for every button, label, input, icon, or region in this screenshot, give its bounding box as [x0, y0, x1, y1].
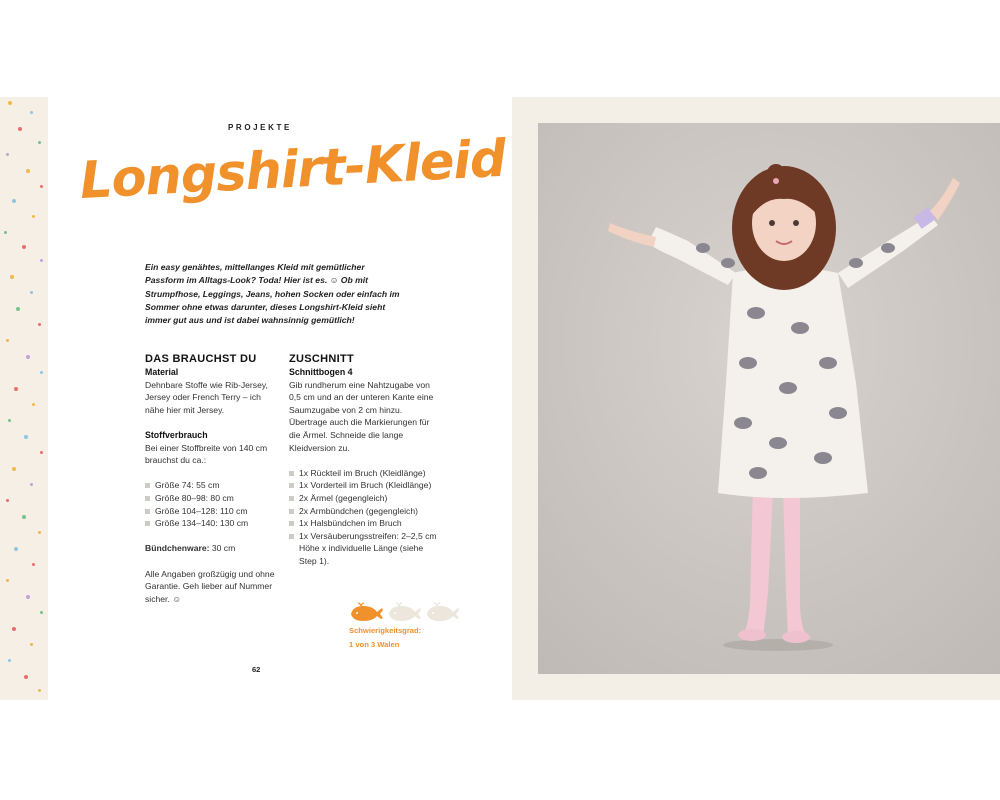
- difficulty-label: Schwierigkeitsgrad:: [349, 626, 422, 635]
- whale-icon: [387, 602, 423, 622]
- materials-heading: DAS BRAUCHST DU: [145, 353, 257, 365]
- cutting-text: Gib rundherum eine Nahtzugabe von 0,5 cm und an der unteren Kante eine Saumzugabe von 2 cm hinzu. Übertrage auch die Markierungen für die Ärmel. Schneide die lange Kleidversion zu.: [289, 379, 434, 453]
- cutting-heading: ZUSCHNITT: [289, 353, 355, 365]
- whale-rating-icons: [349, 602, 461, 622]
- whale-icon: [425, 602, 461, 622]
- size-list: [145, 479, 280, 529]
- size-item: Größe 74: 55 cm: [145, 479, 280, 492]
- cuff-value: 30 cm: [209, 543, 236, 554]
- piece-item: 2x Ärmel (gegengleich): [289, 492, 439, 505]
- size-item: Größe 80–98: 80 cm: [145, 492, 280, 505]
- pattern-sheet-label: Schnittbogen 4: [289, 367, 353, 377]
- cutting-column: [289, 353, 439, 568]
- cuff-line: [145, 542, 280, 555]
- page-number: 62: [252, 665, 261, 674]
- pieces-list: [289, 467, 439, 568]
- section-label: PROJEKTE: [228, 123, 292, 132]
- left-page: [0, 97, 512, 700]
- material-label: Material: [145, 367, 179, 377]
- intro-text: Ein easy genähtes, mittellanges Kleid mit gemütlicher Passform im Alltags-Look? Toda! Hier ist es. ☺ Ob mit Strumpfhose, Leggings, Jeans, hohen Socken oder einfach im Sommer ohne etwas darunter, dieses Longshirt-Kleid sieht immer gut aus und ist dabei wahnsinnig gemütlich!: [145, 262, 400, 326]
- piece-item: 1x Versäuberungsstreifen: 2–2,5 cm Höhe x individuelle Länge (siehe Step 1).: [289, 530, 439, 568]
- cuff-label: Bündchenware:: [145, 543, 210, 554]
- confetti-border: [0, 97, 48, 700]
- page-title: Longshirt-Kleid: [78, 129, 507, 211]
- piece-item: 1x Halsbündchen im Bruch: [289, 517, 439, 530]
- piece-item: 1x Vorderteil im Bruch (Kleidlänge): [289, 479, 439, 492]
- difficulty-rating: [349, 602, 461, 650]
- book-spread: [0, 97, 1000, 700]
- disclaimer-text: Alle Angaben großzügig und ohne Garantie. Geh lieber auf Nummer sicher. ☺: [145, 568, 275, 604]
- material-text: Dehnbare Stoffe wie Rib-Jersey, Jersey oder French Terry – ich nähe hier mit Jersey.: [145, 379, 268, 415]
- fabric-text: Bei einer Stoffbreite von 140 cm brauchst du ca.:: [145, 442, 268, 466]
- difficulty-value: 1 von 3 Walen: [349, 640, 400, 649]
- whale-icon: [349, 602, 385, 622]
- child-dress-photo: [538, 123, 1000, 674]
- photo-illustration: [538, 123, 1000, 674]
- fabric-label: Stoffverbrauch: [145, 429, 208, 440]
- size-item: Größe 104–128: 110 cm: [145, 505, 280, 518]
- materials-column: [145, 353, 280, 605]
- right-page: [512, 97, 1000, 700]
- piece-item: 2x Armbündchen (gegengleich): [289, 505, 439, 518]
- piece-item: 1x Rückteil im Bruch (Kleidlänge): [289, 467, 439, 480]
- size-item: Größe 134–140: 130 cm: [145, 517, 280, 530]
